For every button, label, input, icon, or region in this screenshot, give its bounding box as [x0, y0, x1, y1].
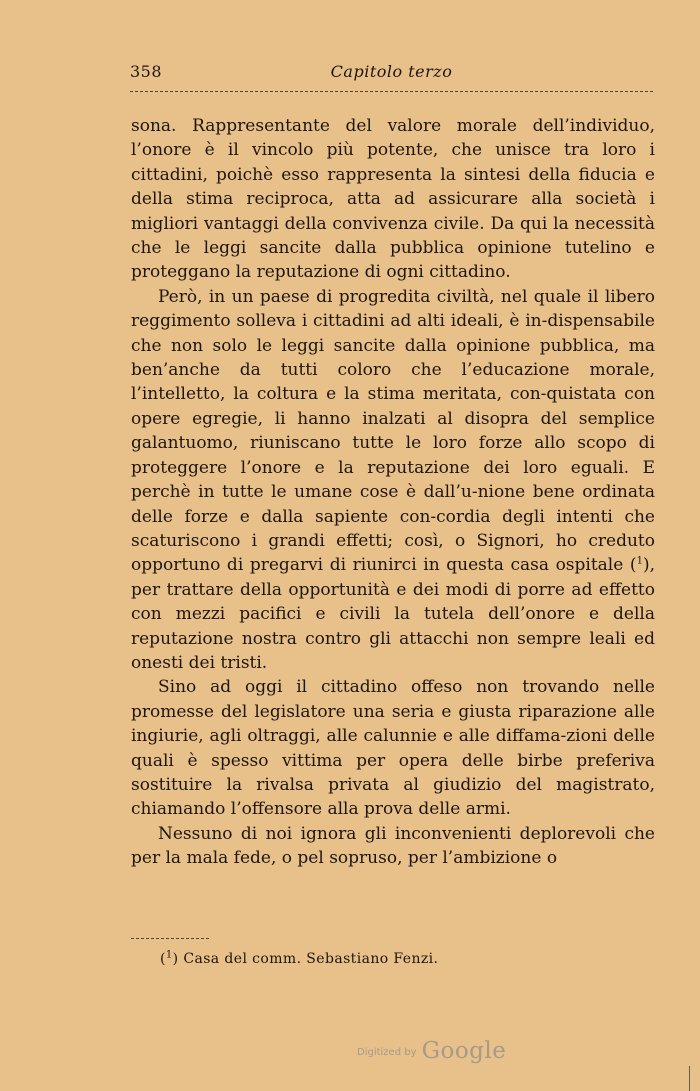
- paragraph-2-text-a: Però, in un paese di progredita civiltà, nel quale il libero reggimento solleva i cittadini ad alti ideali, è in-dispensabile che non solo le leggi sancite dalla opinione pubblica, ma ben’anche da tutti coloro che l’educazione morale, l’intelletto, la coltura e la stima meritata, con-quistata con opere egregie, li hanno inalzati al disopra del semplice galantuomo, riuniscano tutte le loro forze allo scopo di proteggere l’onore e la reputazione dei loro eguali. E perchè in tutte le umane cose è dall’u-nione bene ordinata delle forze e dalla sapiente con-cordia degli intenti che scaturiscono i grandi effetti; così, o Signori, ho creduto opportuno di pregarvi di riunirci in questa casa ospitale: [131, 286, 655, 576]
- footnote-reference: 1: [636, 555, 643, 567]
- google-logo: Google: [421, 1038, 507, 1064]
- footnote: ($^1$) Casa del comm. Sebastiano Fenzi.: [160, 949, 439, 967]
- digitized-by-watermark: [357, 1038, 506, 1064]
- page-number: 358: [130, 62, 163, 81]
- page-header: [130, 62, 653, 86]
- paragraph-2: Però, in un paese di progredita civiltà, nel quale il libero reggimento solleva i cittadini ad alti ideali, è in-dispensabile che non solo le leggi sancite dalla opinione pubblica, ma ben’anche da tutti coloro che l’educazione morale, l’intelletto, la coltura e la stima meritata, con-quistata con opere egregie, li hanno inalzati al disopra del semplice galantuomo, riuniscano tutte le loro forze allo scopo di proteggere l’onore e la reputazione dei loro eguali. E perchè in tutte le umane cose è dall’u-nione bene ordinata delle forze e dalla sapiente con-cordia degli intenti che scaturiscono i grandi effetti; così, o Signori, ho creduto opportuno di pregarvi di riunirci in questa casa ospitale ($^1$), per trattare della opportunità e dei modi di porre ad effetto con mezzi pacifici e civili la tutela dell’onore e della reputazione nostra contro gli attacchi non sempre leali ed onesti dei tristi.: [131, 286, 655, 673]
- header-rule: [130, 91, 653, 92]
- paragraph-1: sona. Rappresentante del valore morale dell’individuo, l’onore è il vincolo più potente, che unisce tra loro i cittadini, poichè esso rappresenta la sintesi della fiducia e della stima reciproca, atta ad assicurare alla società i migliori vantaggi della convivenza civile. Da qui la necessità che le leggi sancite dalla pubblica opinione tutelino e proteggano la reputazione di ogni cittadino.: [131, 116, 655, 283]
- paragraph-2-text-b: , per trattare della opportunità e dei modi di porre ad effetto con mezzi pacifici e civili la tutela dell’onore e della reputazione nostra contro gli attacchi non sempre leali ed onesti dei tristi.: [131, 555, 655, 673]
- footnote-text: Casa del comm. Sebastiano Fenzi.: [183, 951, 439, 967]
- running-title: Capitolo terzo: [330, 62, 453, 81]
- footnote-rule: [131, 938, 209, 939]
- paragraph-3: Sino ad oggi il cittadino offeso non trovando nelle promesse del legislatore una seria e giusta riparazione alle ingiurie, agli oltraggi, alle calunnie e alle diffama-zioni delle quali è spesso vittima per opera delle birbe preferiva sostituire la rivalsa privata al giudizio del magistrato, chiamando l’offensore alla prova delle armi.: [131, 677, 655, 820]
- digitized-by-label: Digitized by: [357, 1047, 417, 1058]
- body-text: [131, 114, 655, 871]
- footnote-marker: 1: [165, 949, 173, 961]
- page-edge-mark: [689, 1066, 690, 1091]
- paragraph-4: Nessuno di noi ignora gli inconvenienti deplorevoli che per la mala fede, o pel sopruso, per l’ambizione o: [131, 823, 655, 869]
